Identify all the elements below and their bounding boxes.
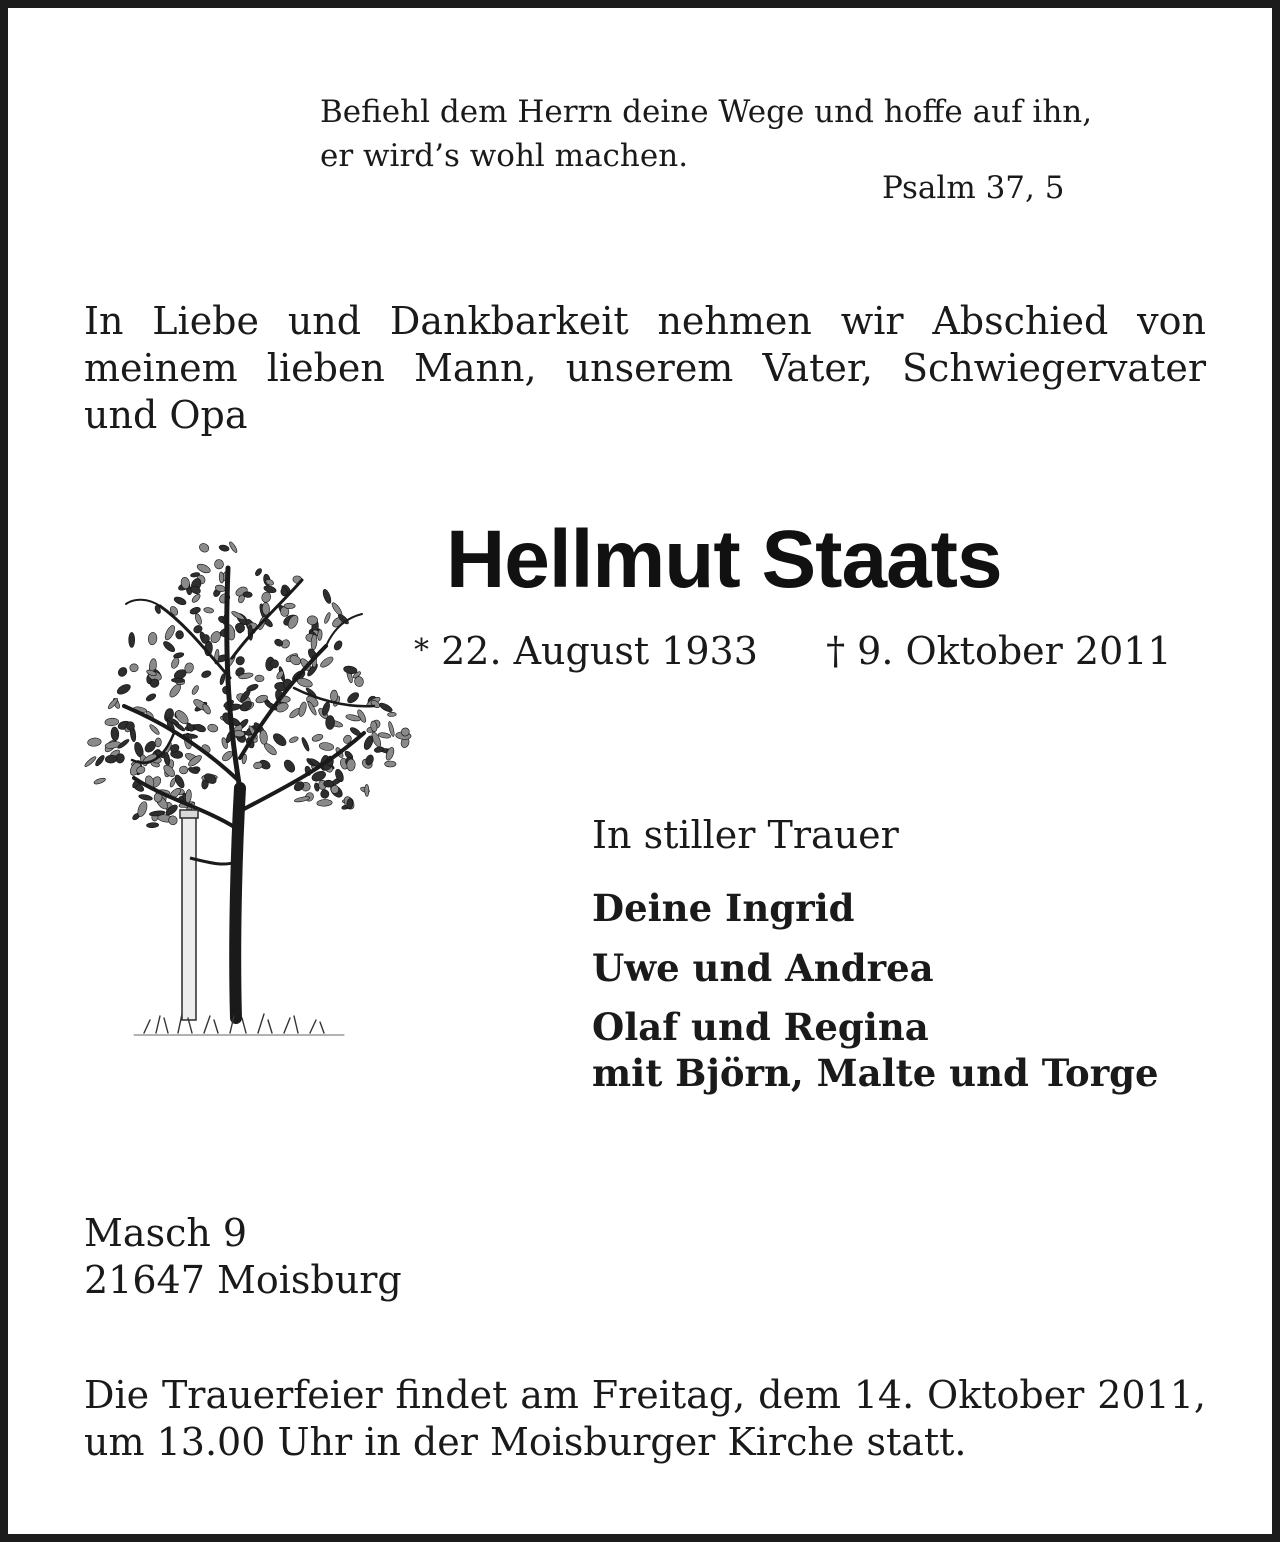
family-member: Deine Ingrid [592, 886, 855, 930]
family-member-line-2: mit Björn, Malte und Torge [592, 1051, 1159, 1095]
death-symbol: † [826, 629, 846, 673]
intro-text [84, 298, 1206, 439]
verse-line-2: er wird’s wohl machen. [320, 138, 689, 174]
mourning-label: In stiller Trauer [592, 813, 899, 857]
address-city: 21647 Moisburg [84, 1258, 402, 1302]
verse-line-1: Befiehl dem Herrn deine Wege und hoffe auf ihn, [320, 94, 1093, 130]
ceremony-text [84, 1372, 1206, 1466]
intro-line-3: und Opa [84, 393, 248, 437]
address [84, 1210, 402, 1304]
death-date: 9. Oktober 2011 [857, 629, 1172, 673]
intro-line-1: In Liebe und Dankbarkeit nehmen wir Abschied von [84, 299, 1206, 343]
tree-icon [64, 528, 424, 1048]
intro-line-2: meinem lieben Mann, unserem Vater, Schwiegervater [84, 346, 1206, 390]
address-street: Masch 9 [84, 1211, 248, 1255]
deceased-name: Hellmut Staats [446, 514, 1002, 605]
bible-verse [320, 90, 1220, 178]
birth-date: 22. August 1933 [441, 629, 758, 673]
family-member-line-1: Olaf und Regina [592, 1005, 929, 1049]
ceremony-line-1: Die Trauerfeier findet am Freitag, dem 14. Oktober [84, 1373, 1085, 1417]
family-list [592, 884, 1159, 1108]
life-dates [414, 626, 1172, 680]
verse-reference: Psalm 37, 5 [882, 170, 1065, 206]
family-member [592, 1004, 1159, 1096]
birth-symbol: * [414, 633, 429, 668]
family-member: Uwe und Andrea [592, 946, 934, 990]
ceremony-line-2: 2011, um 13.00 Uhr in der Moisburger Kirche statt. [84, 1373, 1206, 1464]
